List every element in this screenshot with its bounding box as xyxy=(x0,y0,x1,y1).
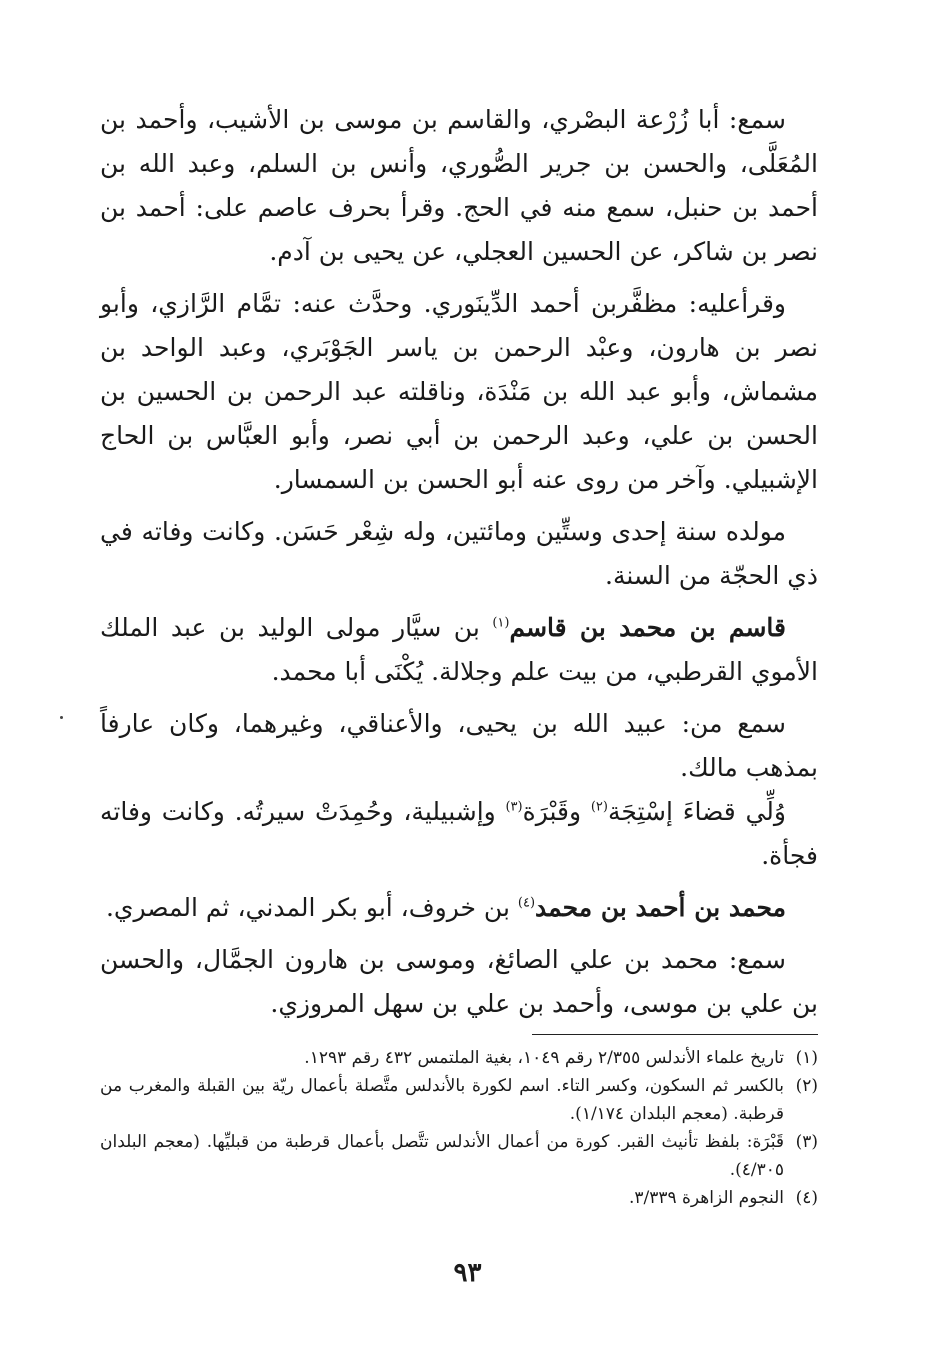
paragraph-3: مولده سنة إحدى وستِّين ومائتين، وله شِعْر حَسَن. وكانت وفاته في ذي الحجّة من السنة. xyxy=(100,517,818,590)
paragraph-5: سمع من: عبيد الله بن يحيى، والأعناقي، وغيرهما، وكان عارفاً بمذهب مالك. xyxy=(100,709,818,782)
entry-name: محمد بن أحمد بن محمد xyxy=(535,893,786,922)
footnote-divider xyxy=(532,1034,818,1035)
paragraph-6: وُلِّي قضاءَ إسْتِجَة$^{(٢)}$ وقَبْرَة$^{(٣)}$ وإشبيلية، وحُمِدَتْ سيرتُه. وكانت وفاته فجأة. xyxy=(100,797,818,870)
footnote-number: (١) xyxy=(795,1048,818,1068)
entry-qasim: قاسم بن محمد بن قاسم$^{(١)}$ بن سيَّار مولى الوليد بن عبد الملك الأموي القرطبي، من بيت علم وجلالة. يُكْنَى أبا محمد. xyxy=(100,613,818,686)
footnote-ref: (٤) xyxy=(517,895,536,911)
entry-name: قاسم بن محمد بن قاسم xyxy=(509,613,786,642)
footnote-2 xyxy=(100,1072,818,1128)
paragraph-1: سمع: أبا زُرْعة البصْري، والقاسم بن موسى بن الأشيب، وأحمد بن المُعَلَّى، والحسن بن جرير الصُّوري، وأنس بن السلم، وعبد الله بن أحمد بن حنبل، سمع منه في الحج. وقرأ بحرف عاصم على: أحمد بن نصر بن شاكر، عن الحسين العجلي، عن يحيى بن آدم. xyxy=(100,105,818,266)
footnote-3 xyxy=(100,1128,818,1184)
footnote-ref: (٣) xyxy=(505,799,523,815)
footnote-4 xyxy=(100,1184,818,1212)
footnote-text: قَبْرَة: بلفظ تأنيث القبر. كورة من أعمال الأندلس تتَّصل بأعمال قرطبة من قبليِّها. (معجم البلدان ٤/٣٠٥). xyxy=(100,1132,784,1180)
page-number: ٩٣ xyxy=(453,1258,482,1288)
main-text xyxy=(100,98,818,1034)
scan-speck xyxy=(60,716,63,719)
footnotes xyxy=(100,1044,818,1212)
footnote-text: بالكسر ثم السكون، وكسر التاء. اسم لكورة بالأندلس متَّصلة بأعمال ريّة بين القبلة والمغرب من قرطبة. (معجم البلدان ١/١٧٤). xyxy=(100,1076,784,1124)
entry-muhammad: محمد بن أحمد بن محمد$^{(٤)}$ بن خروف، أبو بكر المدني، ثم المصري. xyxy=(105,893,786,922)
footnote-ref: (٢) xyxy=(590,799,608,815)
footnote-number: (٣) xyxy=(795,1132,818,1152)
paragraph-2: وقرأعليه: مظفَّربن أحمد الدِّينَوري. وحدَّث عنه: تمَّام الرَّازي، وأبو نصر بن هارون، وعبْد الرحمن بن ياسر الجَوْبَري، وعبد الواحد بن مشماش، وأبو عبد الله بن مَنْدَة، وناقلته عبد الرحمن بن الحسين بن الحسن بن علي، وعبد الرحمن بن أبي نصر، وأبو العبَّاس بن الحاج الإشبيلي. وآخر من روى عنه أبو الحسن بن السمسار. xyxy=(100,289,818,494)
footnote-text: النجوم الزاهرة ٣/٣٣٩. xyxy=(628,1188,784,1208)
footnote-text: تاريخ علماء الأندلس ٢/٣٥٥ رقم ١٠٤٩، بغية الملتمس ٤٣٢ رقم ١٢٩٣. xyxy=(304,1048,784,1068)
paragraph-8: سمع: محمد بن علي الصائغ، وموسى بن هارون الجمَّال، والحسن بن علي بن موسى، وأحمد بن علي بن سهل المروزي. xyxy=(100,945,818,1018)
footnote-ref: (١) xyxy=(492,615,510,631)
footnote-number: (٤) xyxy=(795,1188,818,1208)
footnote-number: (٢) xyxy=(795,1076,818,1096)
footnote-1 xyxy=(100,1044,818,1072)
